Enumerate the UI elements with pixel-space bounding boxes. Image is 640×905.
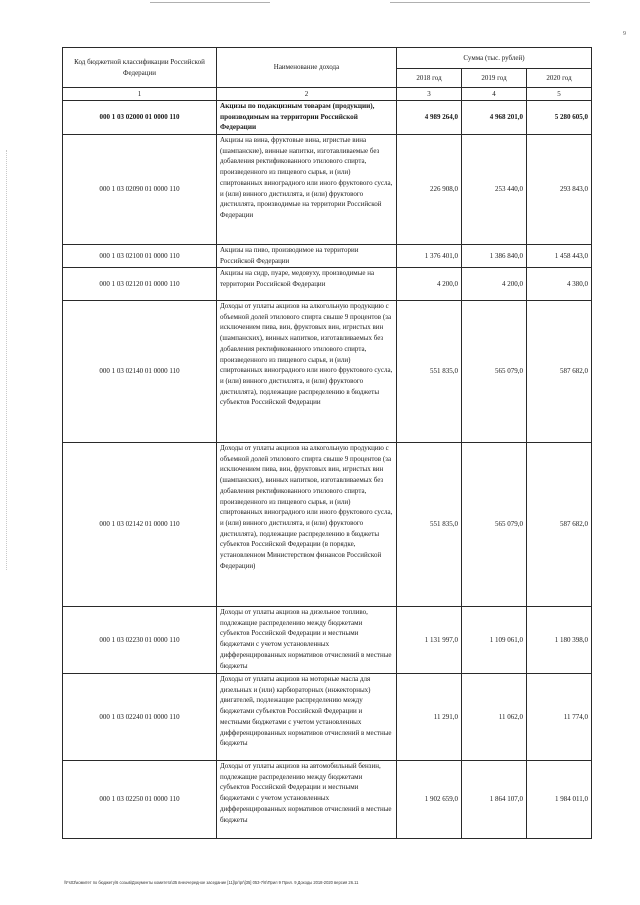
amount-2018: 1 902 659,0 — [397, 761, 462, 839]
revenue-name: Доходы от уплаты акцизов на дизельное топливо, подлежащие распределению между бюджетами субъектов Российской Федерации и местными бюджетами с учетом установленных дифференцированных нормативов отчислений в местные бюджеты — [217, 607, 397, 674]
table-row — [63, 301, 592, 443]
budget-revenue-table — [62, 47, 592, 839]
amount-2018: 226 908,0 — [397, 135, 462, 245]
revenue-name: Доходы от уплаты акцизов на алкогольную продукцию с объемной долей этилового спирта свыше 9 процентов (за исключением пива, вин, фруктовых вин, игристых вин (шампанских), винных напитков, изготавливаемых без добавления ректификованного этилового спирта, произведенного из пищевого сырья, и (или) спиртованных виноградного или иного фруктового сусла, и (или) винного дистиллята, и (или) фруктового дистиллята), подлежащие распределению в бюджеты субъектов Российской Федерации — [217, 301, 397, 443]
amount-2019: 565 079,0 — [462, 443, 527, 607]
amount-2018: 551 835,0 — [397, 301, 462, 443]
amount-2019: 253 440,0 — [462, 135, 527, 245]
amount-2018: 4 200,0 — [397, 268, 462, 301]
revenue-name: Доходы от уплаты акцизов на моторные масла для дизельных и (или) карбюраторных (инжекторных) двигателей, подлежащие распределению между бюджетами субъектов Российской Федерации и местными бюджетами с учетом установленных дифференцированных нормативов отчислений в местные бюджеты — [217, 674, 397, 761]
revenue-name: Доходы от уплаты акцизов на автомобильный бензин, подлежащие распределению между бюджетами субъектов Российской Федерации и местными бюджетами с учетом установленных дифференцированных нормативов отчислений в местные бюджеты — [217, 761, 397, 839]
amount-2020: 11 774,0 — [527, 674, 592, 761]
amount-2020: 293 843,0 — [527, 135, 592, 245]
amount-2019: 1 864 107,0 — [462, 761, 527, 839]
revenue-name: Акцизы на сидр, пуаре, медовуху, производимые на территории Российской Федерации — [217, 268, 397, 301]
table-row — [63, 268, 592, 301]
amount-2019: 4 200,0 — [462, 268, 527, 301]
amount-2018: 1 131 997,0 — [397, 607, 462, 674]
scan-artifact — [0, 0, 640, 6]
budget-code: 000 1 03 02000 01 0000 110 — [63, 101, 217, 135]
table-row — [63, 101, 592, 135]
column-number: 5 — [527, 88, 592, 101]
header-year-2018: 2018 год — [397, 69, 462, 88]
revenue-name: Доходы от уплаты акцизов на алкогольную продукцию с объемной долей этилового спирта свыше 9 процентов (за исключением пива, вин, фруктовых вин, игристых вин (шампанских), винных напитков, изготавливаемых без добавления ректификованного этилового спирта, произведенного из пищевого сырья, и (или) спиртованных виноградного или иного фруктового сусла, и (или) винного дистиллята, и (или) фруктового дистиллята), подлежащие распределению в бюджеты субъектов Российской Федерации (в порядке, установленном Министерством финансов Российской Федерации) — [217, 443, 397, 607]
file-path-footer: \\Fs03\комитет по бюджету\6 созыв\Документы комитета\35 внеочередное заседание [11]\pr\pr\[35] 053-7\6\Прил 9 Прил. 9 Доходы 2018-2020 версия 26.11 — [64, 880, 359, 885]
column-number-row — [63, 88, 592, 101]
revenue-name: Акцизы на вина, фруктовые вина, игристые вина (шампанские), винные напитки, изготавливаемые без добавления ректификованного этилового спирта, произведенного из пищевого сырья, и (или) спиртованных виноградного или иного фруктового сусла, и (или) винного дистиллята, и (или) фруктового дистиллята, производимые на территории Российской Федерации — [217, 135, 397, 245]
page-number: 9 — [623, 31, 626, 37]
table-row — [63, 245, 592, 268]
amount-2019: 11 062,0 — [462, 674, 527, 761]
amount-2018: 551 835,0 — [397, 443, 462, 607]
amount-2019: 4 968 201,0 — [462, 101, 527, 135]
header-year-2020: 2020 год — [527, 69, 592, 88]
header-sum: Сумма (тыс. рублей) — [397, 48, 592, 69]
table-row — [63, 135, 592, 245]
column-number: 3 — [397, 88, 462, 101]
amount-2020: 1 984 011,0 — [527, 761, 592, 839]
amount-2020: 1 458 443,0 — [527, 245, 592, 268]
revenue-name: Акцизы на пиво, производимое на территории Российской Федерации — [217, 245, 397, 268]
table-row — [63, 443, 592, 607]
amount-2018: 4 989 264,0 — [397, 101, 462, 135]
amount-2019: 1 109 061,0 — [462, 607, 527, 674]
table-row — [63, 674, 592, 761]
revenue-name: Акцизы по подакцизным товарам (продукции), производимым на территории Российской Федерации — [217, 101, 397, 135]
header-row — [63, 48, 592, 69]
amount-2020: 587 682,0 — [527, 301, 592, 443]
header-name: Наименование дохода — [217, 48, 397, 88]
amount-2018: 1 376 401,0 — [397, 245, 462, 268]
table-row — [63, 761, 592, 839]
amount-2020: 5 280 605,0 — [527, 101, 592, 135]
column-number: 1 — [63, 88, 217, 101]
budget-code: 000 1 03 02230 01 0000 110 — [63, 607, 217, 674]
column-number: 2 — [217, 88, 397, 101]
scan-edge-marks — [6, 150, 9, 570]
amount-2018: 11 291,0 — [397, 674, 462, 761]
budget-code: 000 1 03 02240 01 0000 110 — [63, 674, 217, 761]
budget-code: 000 1 03 02090 01 0000 110 — [63, 135, 217, 245]
amount-2020: 587 682,0 — [527, 443, 592, 607]
budget-code: 000 1 03 02140 01 0000 110 — [63, 301, 217, 443]
budget-code: 000 1 03 02100 01 0000 110 — [63, 245, 217, 268]
header-year-2019: 2019 год — [462, 69, 527, 88]
amount-2020: 1 180 398,0 — [527, 607, 592, 674]
column-number: 4 — [462, 88, 527, 101]
budget-code: 000 1 03 02250 01 0000 110 — [63, 761, 217, 839]
budget-code: 000 1 03 02142 01 0000 110 — [63, 443, 217, 607]
amount-2019: 1 386 840,0 — [462, 245, 527, 268]
header-code: Код бюджетной классификации Российской Федерации — [63, 48, 217, 88]
table-row — [63, 607, 592, 674]
budget-code: 000 1 03 02120 01 0000 110 — [63, 268, 217, 301]
amount-2019: 565 079,0 — [462, 301, 527, 443]
amount-2020: 4 380,0 — [527, 268, 592, 301]
